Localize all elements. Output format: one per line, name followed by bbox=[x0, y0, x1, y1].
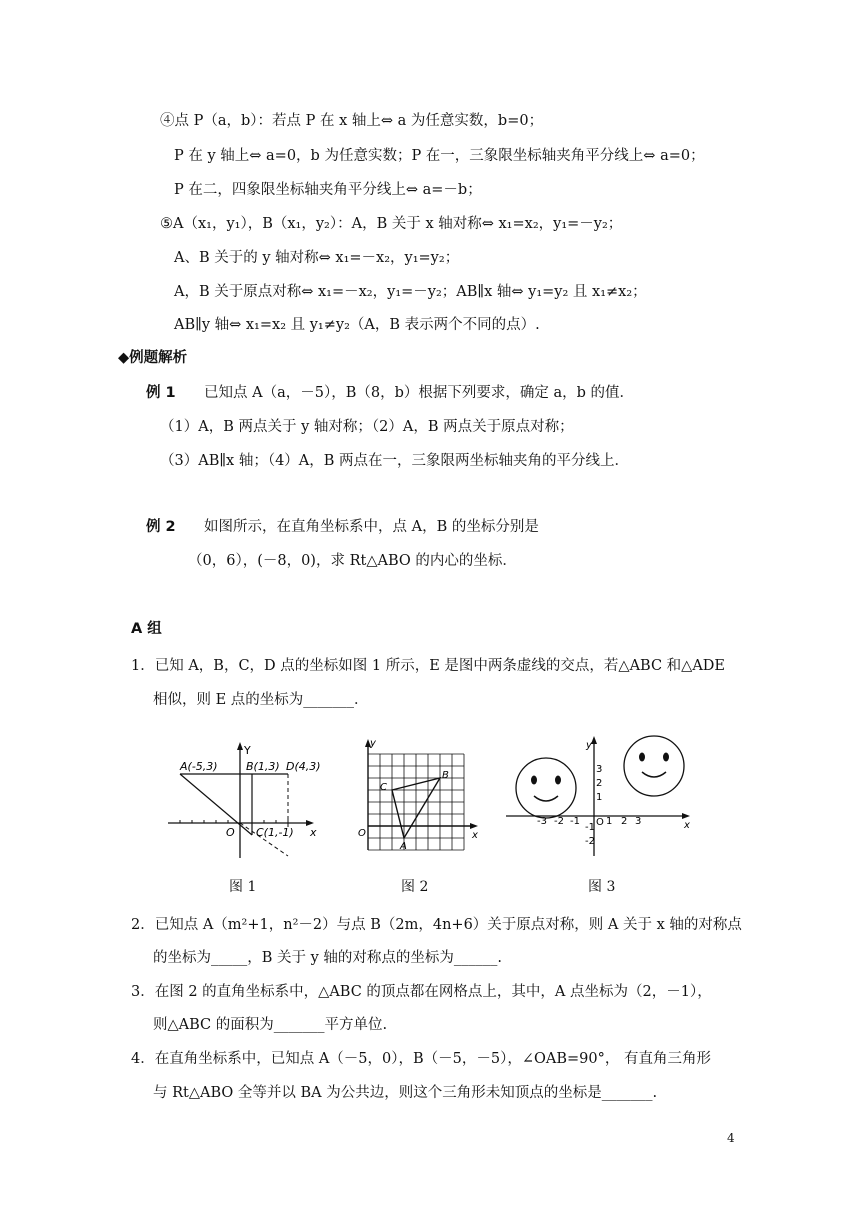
figure-2 bbox=[354, 736, 484, 860]
fig1-point-d-label: D(4,3) bbox=[286, 760, 321, 773]
fig3-ytick-1: 1 bbox=[596, 792, 603, 803]
fig3-x-label: x bbox=[684, 820, 690, 831]
fig1-origin-label: O bbox=[226, 826, 235, 839]
fig3-right-smiley-icon bbox=[624, 736, 684, 796]
fig2-y-label: y bbox=[370, 738, 376, 749]
rule-point-on-x-axis: ④点 P（a，b）：若点 P 在 x 轴上⇔ a 为任意实数，b=0； bbox=[160, 113, 544, 129]
fig2-point-b-label: B bbox=[442, 770, 449, 781]
page-number: 4 bbox=[727, 1131, 735, 1145]
question3-line1: 3．在图 2 的直角坐标系中，△ABC 的顶点都在网格点上，其中，A 点坐标为（2，－1）， bbox=[131, 984, 712, 1000]
rule-symmetry-x: ⑤A（x₁，y₁），B（x₁，y₂）：A，B 关于 x 轴对称⇔ x₁=x₂，y₁=－y₂； bbox=[160, 216, 623, 232]
fig2-x-label: x bbox=[472, 830, 478, 841]
fig3-xtick-2: 2 bbox=[621, 816, 628, 827]
fig2-origin-label: O bbox=[358, 828, 366, 839]
fig3-origin-label: O bbox=[596, 817, 604, 828]
rule-symmetry-origin: A，B 关于原点对称⇔ x₁=－x₂，y₁=－y₂；AB∥x 轴⇔ y₁=y₂ 且 x₁≠x₂； bbox=[174, 284, 647, 300]
fig3-ytick-2: 2 bbox=[596, 778, 603, 789]
fig3-left-smiley-icon bbox=[516, 758, 576, 818]
question1-line1: 1．已知 A，B，C，D 点的坐标如图 1 所示，E 是图中两条虚线的交点，若△ABC 和△ADE bbox=[131, 658, 726, 674]
example1-text: 已知点 A（a，－5），B（8，b）根据下列要求，确定 a，b 的值． bbox=[204, 385, 635, 401]
example1-label: 例 1 bbox=[146, 385, 176, 401]
figure-1-caption: 图 1 bbox=[229, 879, 257, 895]
fig3-xtick-neg3: -3 bbox=[537, 816, 547, 827]
question4-line2: 与 Rt△ABO 全等并以 BA 为公共边，则这个三角形未知顶点的坐标是_______. bbox=[153, 1085, 658, 1101]
fig3-ytick-neg1: -1 bbox=[585, 822, 595, 833]
fig1-x-label: x bbox=[310, 826, 317, 839]
figure-3-caption: 图 3 bbox=[588, 879, 616, 895]
rule-symmetry-y: A、B 关于的 y 轴对称⇔ x₁=－x₂，y₁=y₂； bbox=[174, 250, 460, 266]
example2-text: 如图所示，在直角坐标系中，点 A，B 的坐标分别是 bbox=[204, 519, 539, 535]
example2-label: 例 2 bbox=[146, 519, 176, 535]
rule-bisector-2-4: P 在二，四象限坐标轴夹角平分线上⇔ a=－b； bbox=[174, 182, 482, 198]
fig3-ytick-neg2: -2 bbox=[585, 836, 595, 847]
fig3-xtick-neg1: -1 bbox=[570, 816, 580, 827]
figure-1 bbox=[160, 738, 330, 863]
fig2-x-arrow bbox=[470, 823, 478, 829]
fig3-xtick-neg2: -2 bbox=[554, 816, 564, 827]
example1-part1: （1）A，B 两点关于 y 轴对称；（2）A，B 两点关于原点对称； bbox=[160, 419, 574, 435]
fig1-y-label: Y bbox=[244, 744, 251, 757]
fig2-grid bbox=[368, 754, 464, 850]
question3-line2: 则△ABC 的面积为_______平方单位. bbox=[153, 1017, 388, 1033]
fig3-ytick-3: 3 bbox=[596, 764, 603, 775]
fig3-xtick-3: 3 bbox=[635, 816, 642, 827]
fig1-point-b-label: B(1,3) bbox=[246, 760, 280, 773]
question2-line2: 的坐标为_____，B 关于 y 轴的对称点的坐标为______. bbox=[153, 950, 503, 966]
fig1-segment-ac bbox=[180, 774, 252, 835]
rule-parallel-y: AB∥y 轴⇔ x₁=x₂ 且 y₁≠y₂（A，B 表示两个不同的点）. bbox=[174, 317, 540, 333]
question1-line2: 相似，则 E 点的坐标为_______． bbox=[153, 692, 369, 708]
fig3-xtick-1: 1 bbox=[606, 816, 613, 827]
figure-3 bbox=[504, 732, 700, 860]
section-examples-heading: ◆例题解析 bbox=[118, 350, 188, 366]
question4-line1: 4．在直角坐标系中，已知点 A（－5，0），B（－5，－5），∠OAB=90°， 有直角三角形 bbox=[131, 1051, 711, 1067]
question2-line1: 2．已知点 A（m²+1，n²－2）与点 B（2m，4n+6）关于原点对称，则 A 关于 x 轴的对称点 bbox=[131, 917, 742, 933]
fig2-point-c-label: C bbox=[380, 782, 387, 793]
fig1-y-arrow bbox=[237, 742, 243, 750]
fig1-point-a-label: A(-5,3) bbox=[180, 760, 218, 773]
figure-2-caption: 图 2 bbox=[401, 879, 429, 895]
fig1-point-c-label: C(1,-1) bbox=[256, 826, 294, 839]
group-a-heading: A 组 bbox=[131, 621, 162, 637]
fig3-x-arrow bbox=[682, 813, 690, 819]
fig3-y-label: y bbox=[586, 740, 592, 751]
example2-cont: （0，6），(－8，0)，求 Rt△ABO 的内心的坐标． bbox=[188, 553, 517, 569]
fig2-point-a-label: A bbox=[400, 841, 407, 852]
example1-part2: （3）AB∥x 轴；（4）A，B 两点在一，三象限两坐标轴夹角的平分线上． bbox=[160, 453, 630, 469]
rule-point-on-y-axis: P 在 y 轴上⇔ a=0，b 为任意实数；P 在一，三象限坐标轴夹角平分线上⇔ a=0； bbox=[174, 148, 705, 164]
